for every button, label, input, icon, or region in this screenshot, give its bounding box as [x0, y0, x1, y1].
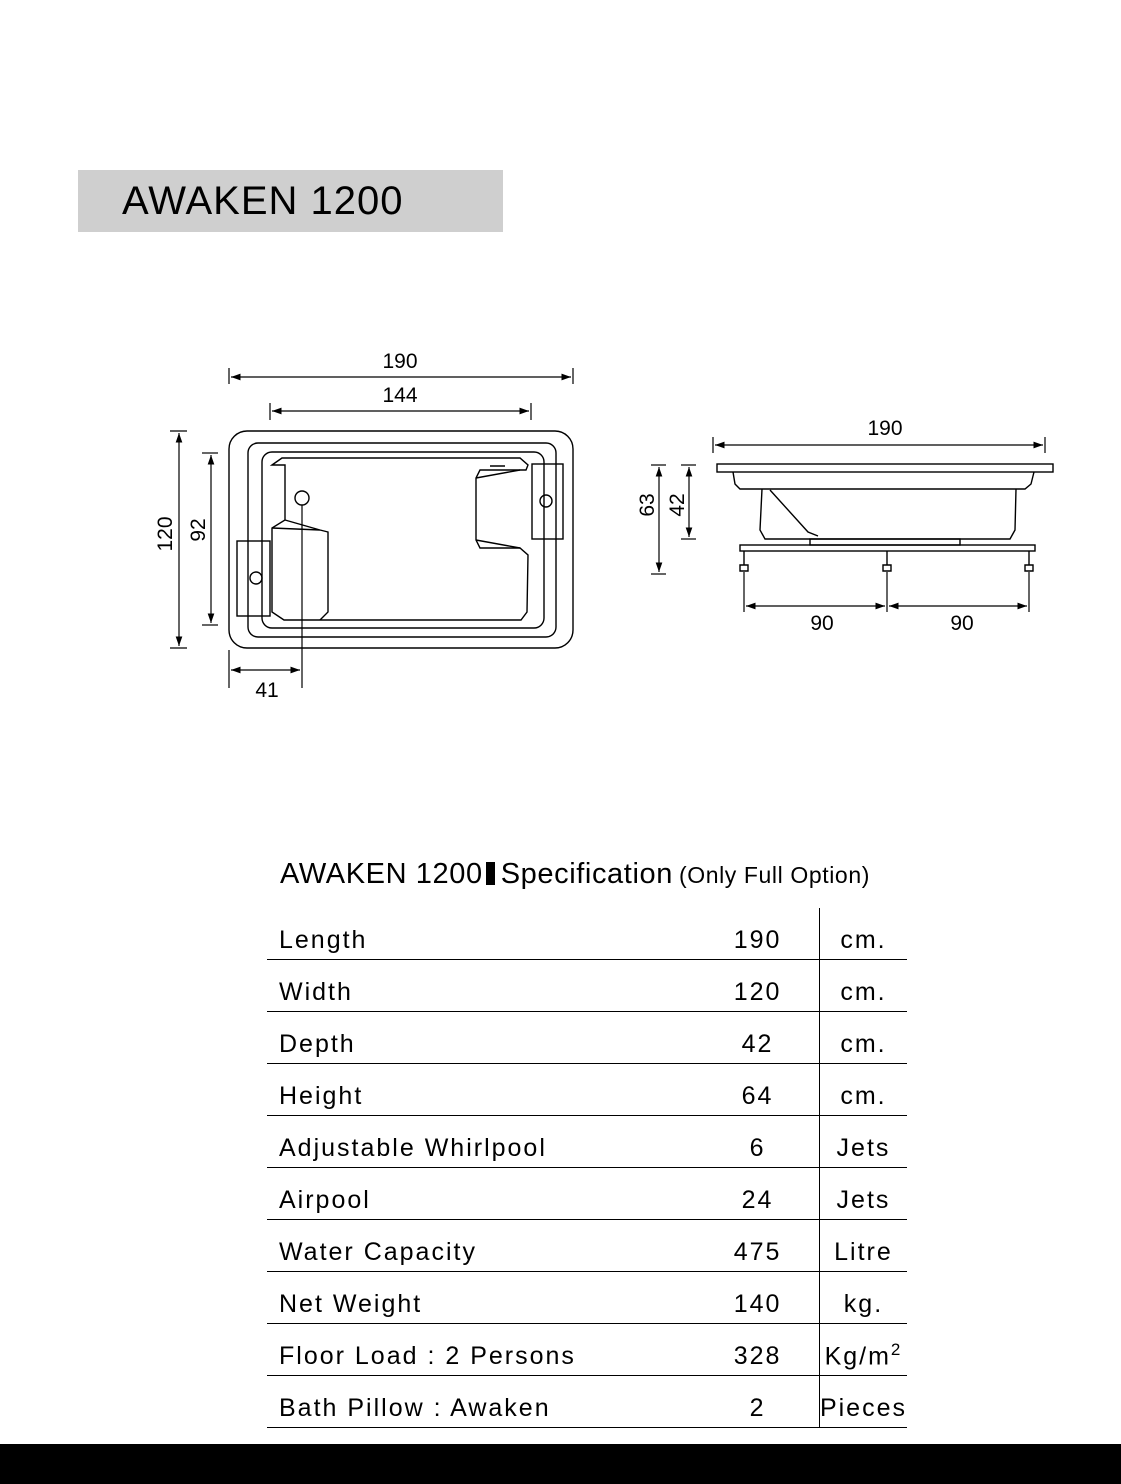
spec-label: Bath Pillow : Awaken [267, 1376, 696, 1428]
spec-row [267, 1272, 907, 1324]
spec-heading-note: (Only Full Option) [678, 862, 870, 888]
spec-unit [819, 1376, 907, 1428]
spec-label: Depth [267, 1012, 696, 1064]
spec-row [267, 908, 907, 960]
spec-value: 42 [696, 1012, 819, 1064]
seat-left [272, 520, 328, 620]
spec-unit-text: kg. [843, 1290, 884, 1318]
tub-outer-rim [229, 431, 573, 648]
base-frame [740, 545, 1035, 551]
tub-basin [272, 458, 528, 620]
spec-unit-text: cm. [840, 978, 887, 1006]
pillow-jet-right-icon [540, 495, 552, 507]
tub-seat-profile [770, 490, 818, 536]
spec-heading-word: Specification [500, 858, 673, 890]
dim-side-overall-length: 190 [867, 417, 903, 440]
spec-value: 2 [696, 1376, 819, 1428]
spec-label: Net Weight [267, 1272, 696, 1324]
spec-unit [819, 960, 907, 1012]
spec-unit [819, 1324, 907, 1376]
spec-unit-text: cm. [840, 1030, 887, 1058]
spec-row [267, 1376, 907, 1428]
drain-icon [295, 491, 309, 505]
spec-unit [819, 1272, 907, 1324]
spec-unit-text: Jets [836, 1186, 891, 1214]
heading-separator-bar [486, 862, 495, 885]
spec-unit [819, 1116, 907, 1168]
spec-unit [819, 1220, 907, 1272]
spec-table [267, 908, 907, 1428]
spec-label: Airpool [267, 1168, 696, 1220]
headrest-left [237, 541, 270, 616]
side-view-dimensions [651, 437, 1045, 612]
dim-side-leg-right: 90 [950, 612, 974, 635]
spec-unit-text: Litre [834, 1238, 893, 1266]
spec-unit-text: Pieces [819, 1394, 907, 1422]
spec-unit [819, 1064, 907, 1116]
spec-unit [819, 1168, 907, 1220]
spec-unit-text: cm. [840, 926, 887, 954]
leg-left [740, 551, 748, 571]
top-view [229, 431, 573, 648]
spec-heading [280, 858, 870, 891]
dim-side-tub-depth: 42 [666, 493, 689, 517]
tub-basin-side [760, 489, 1016, 539]
dim-top-overall-length: 190 [382, 350, 418, 373]
spec-row [267, 1012, 907, 1064]
spec-row [267, 1220, 907, 1272]
top-view-dimensions [170, 368, 573, 688]
spec-unit-text: Jets [836, 1134, 891, 1162]
tub-basin-outline [262, 452, 544, 628]
spec-row [267, 1116, 907, 1168]
spec-label: Floor Load : 2 Persons [267, 1324, 696, 1376]
dim-top-inner-length: 144 [382, 384, 418, 407]
spec-row [267, 1168, 907, 1220]
spec-label: Length [267, 908, 696, 960]
tub-rim-side [717, 464, 1053, 472]
dim-top-inner-width: 92 [187, 518, 210, 542]
spec-value: 64 [696, 1064, 819, 1116]
spec-row [267, 960, 907, 1012]
spec-row [267, 1064, 907, 1116]
spec-value: 6 [696, 1116, 819, 1168]
spec-value: 24 [696, 1168, 819, 1220]
spec-table-body [267, 908, 907, 1428]
bottom-bar [0, 1444, 1121, 1484]
tub-shell-side [733, 472, 1034, 489]
spec-value: 475 [696, 1220, 819, 1272]
pump-unit [810, 539, 960, 545]
spec-value: 190 [696, 908, 819, 960]
dim-side-leg-left: 90 [810, 612, 834, 635]
dim-side-total-height: 63 [636, 493, 659, 517]
spec-row [267, 1324, 907, 1376]
leg-right [1025, 551, 1033, 571]
spec-label: Adjustable Whirlpool [267, 1116, 696, 1168]
spec-value: 328 [696, 1324, 819, 1376]
side-view [717, 464, 1053, 571]
spec-unit-text: cm. [840, 1082, 887, 1110]
spec-unit [819, 908, 907, 960]
spec-label: Width [267, 960, 696, 1012]
spec-unit-superscript: 2 [890, 1339, 903, 1359]
spec-unit [819, 1012, 907, 1064]
spec-value: 120 [696, 960, 819, 1012]
spec-label: Height [267, 1064, 696, 1116]
headrest-right [532, 464, 563, 539]
seat-right [476, 466, 520, 548]
spec-unit-text: Kg/m [824, 1342, 891, 1370]
title-banner [78, 170, 503, 232]
dim-top-drain-offset: 41 [255, 679, 279, 702]
spec-heading-model: AWAKEN 1200 [280, 858, 483, 890]
pillow-jet-left-icon [250, 572, 262, 584]
technical-drawing [0, 330, 1121, 710]
leg-middle [883, 551, 891, 571]
dim-top-overall-width: 120 [154, 516, 177, 552]
spec-value: 140 [696, 1272, 819, 1324]
page-title: AWAKEN 1200 [122, 179, 404, 223]
spec-label: Water Capacity [267, 1220, 696, 1272]
